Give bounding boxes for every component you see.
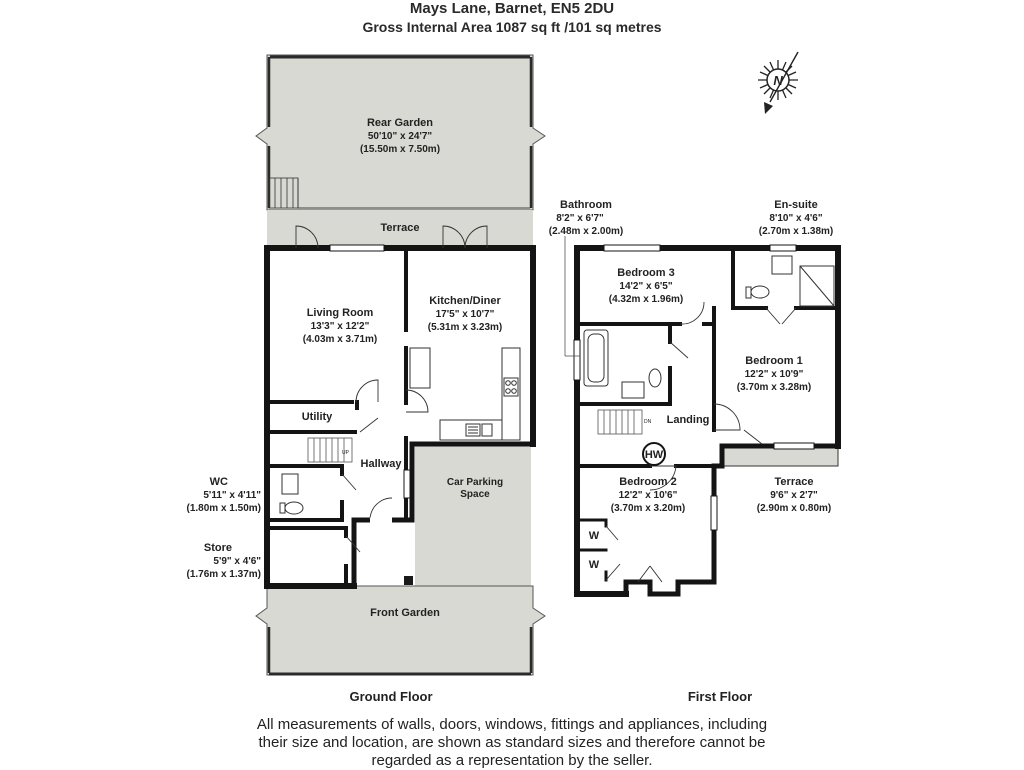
store-metric: (1.76m x 1.37m)	[186, 569, 261, 580]
front-garden-name: Front Garden	[370, 607, 440, 619]
bedroom1-imperial: 12'2" x 10'9"	[744, 369, 804, 380]
bedroom1-metric: (3.70m x 3.28m)	[736, 382, 812, 393]
disclaimer-line3: regarded as a representation by the seller.	[371, 752, 653, 769]
terrace-first-metric: (2.90m x 0.80m)	[756, 503, 832, 514]
landing-name: Landing	[666, 414, 710, 426]
wardrobe-label-1: W	[588, 530, 600, 542]
bedroom3-name: Bedroom 3	[617, 267, 675, 279]
wc-metric: (1.80m x 1.50m)	[186, 503, 261, 514]
living-room-metric: (4.03m x 3.71m)	[302, 334, 378, 345]
kitchen-diner-imperial: 17'5" x 10'7"	[435, 309, 495, 320]
compass-north-label: N	[773, 73, 783, 88]
utility-name: Utility	[301, 411, 333, 423]
terrace-first-imperial: 9'6" x 2'7"	[770, 490, 818, 501]
store-imperial: 5'9" x 4'6"	[213, 556, 261, 567]
compass-icon	[758, 52, 798, 114]
car-parking-name2: Space	[460, 489, 490, 500]
bathroom-imperial: 8'2" x 6'7"	[556, 213, 604, 224]
ensuite-imperial: 8'10" x 4'6"	[769, 213, 823, 224]
terrace-first-name: Terrace	[774, 476, 814, 488]
bedroom2-imperial: 12'2" x 10'6"	[618, 490, 678, 501]
kitchen-diner-name: Kitchen/Diner	[429, 295, 501, 307]
living-room-name: Living Room	[306, 307, 374, 319]
terrace-ground-name: Terrace	[380, 222, 420, 234]
ensuite-metric: (2.70m x 1.38m)	[758, 226, 834, 237]
rear-garden-name: Rear Garden	[366, 117, 434, 129]
bedroom3-imperial: 14'2" x 6'5"	[619, 281, 673, 292]
store-name: Store	[203, 542, 232, 554]
wc-fittings	[280, 474, 303, 514]
bathroom-metric: (2.48m x 2.00m)	[548, 226, 624, 237]
bedroom3-metric: (4.32m x 1.96m)	[608, 294, 684, 305]
disclaimer-line2: their size and location, are shown as standard sizes and therefore cannot be	[258, 734, 766, 751]
stairs-first-icon	[598, 410, 642, 434]
rear-garden-metric: (15.50m x 7.50m)	[359, 144, 441, 155]
door-swings-first	[606, 302, 796, 582]
disclaimer-line1: All measurements of walls, doors, windows, fittings and appliances, including	[256, 716, 768, 733]
kitchen-diner-metric: (5.31m x 3.23m)	[427, 322, 503, 333]
disclaimer	[240, 716, 784, 770]
kitchen-units	[410, 348, 520, 440]
front-garden	[256, 576, 545, 675]
bedroom1-name: Bedroom 1	[745, 355, 803, 367]
ensuite-name: En-suite	[774, 199, 818, 211]
ground-floor-label: Ground Floor	[349, 689, 433, 704]
down-label-first: DN	[644, 419, 652, 425]
wardrobe-label-2: W	[588, 559, 600, 571]
bedroom2-metric: (3.70m x 3.20m)	[610, 503, 686, 514]
plan-title: Mays Lane, Barnet, EN5 2DU	[409, 0, 615, 17]
wc-name: WC	[209, 476, 228, 488]
bedroom2-name: Bedroom 2	[619, 476, 677, 488]
car-parking-space	[415, 444, 531, 586]
wc-imperial: 5'11" x 4'11"	[203, 490, 261, 501]
bathroom-fittings	[584, 330, 661, 398]
car-parking-name1: Car Parking	[446, 477, 504, 488]
hot-water-label: HW	[644, 449, 664, 461]
hallway-name: Hallway	[360, 458, 402, 470]
up-label: UP	[342, 450, 349, 456]
ensuite-fittings	[746, 256, 834, 306]
bathroom-name: Bathroom	[560, 199, 612, 211]
plan-subtitle: Gross Internal Area 1087 sq ft /101 sq metres	[362, 19, 662, 35]
rear-garden-imperial: 50'10" x 24'7"	[367, 131, 433, 142]
first-floor-label: First Floor	[687, 689, 753, 704]
living-room-imperial: 13'3" x 12'2"	[310, 321, 370, 332]
